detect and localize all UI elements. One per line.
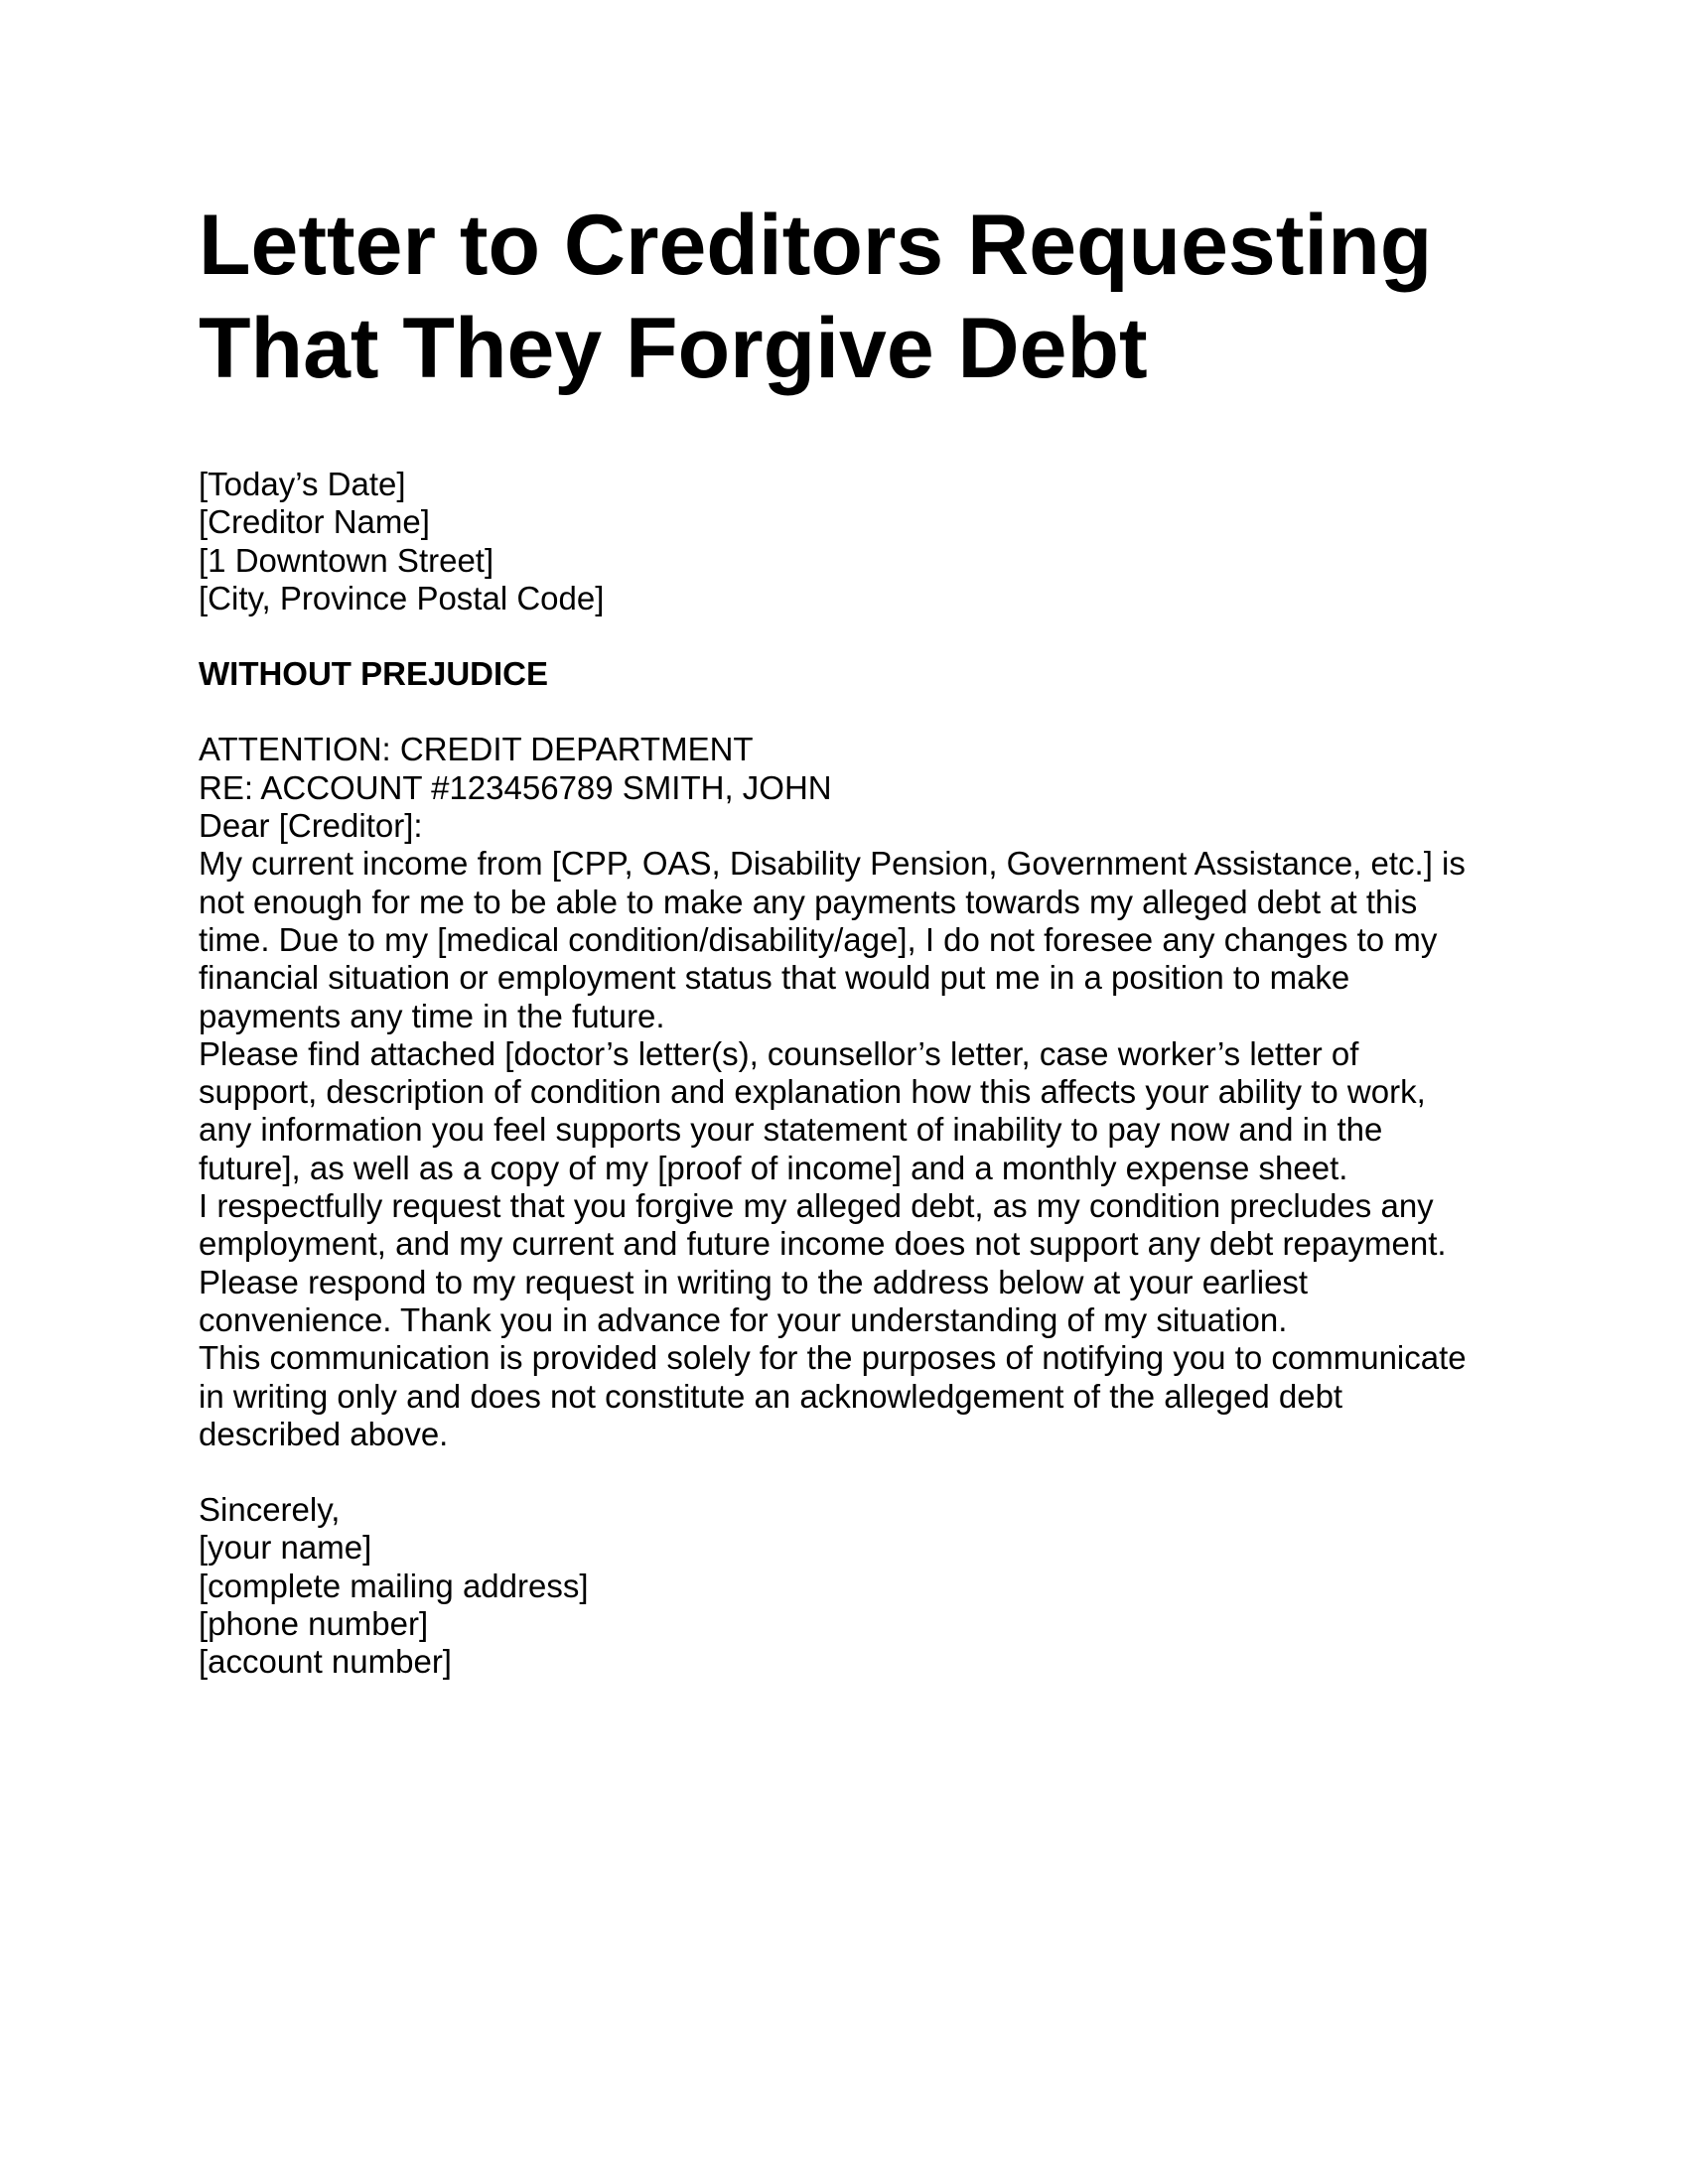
recipient-address bbox=[199, 466, 1509, 617]
body-line: in writing only and does not constitute an acknowledgement of the alleged debt bbox=[199, 1377, 1343, 1415]
signoff-line: Sincerely, bbox=[199, 1491, 341, 1529]
address-line: [1 Downtown Street] bbox=[199, 541, 494, 579]
signoff-line: [complete mailing address] bbox=[199, 1567, 589, 1604]
body-line: Please find attached [doctor’s letter(s), counsellor’s letter, case worker’s letter of bbox=[199, 1034, 1359, 1072]
body-line: ATTENTION: CREDIT DEPARTMENT bbox=[199, 731, 754, 768]
body-line: My current income from [CPP, OAS, Disability Pension, Government Assistance, etc.] is bbox=[199, 845, 1466, 883]
body-line: Please respond to my request in writing to the address below at your earliest bbox=[199, 1263, 1309, 1300]
body-line: convenience. Thank you in advance for your understanding of my situation. bbox=[199, 1300, 1288, 1338]
document-title bbox=[199, 194, 1509, 400]
body-line: financial situation or employment status that would put me in a position to make bbox=[199, 959, 1350, 997]
body-line: described above. bbox=[199, 1415, 449, 1452]
body-line: any information you feel supports your statement of inability to pay now and in the bbox=[199, 1111, 1383, 1149]
without-prejudice-heading: WITHOUT PREJUDICE bbox=[199, 655, 549, 693]
body-line: support, description of condition and explanation how this affects your ability to work, bbox=[199, 1073, 1426, 1111]
signoff-line: [your name] bbox=[199, 1529, 372, 1567]
title-line: That They Forgive Debt bbox=[199, 301, 1148, 396]
body-line: future], as well as a copy of my [proof of income] and a monthly expense sheet. bbox=[199, 1149, 1348, 1186]
body-line: employment, and my current and future income does not support any debt repayment. bbox=[199, 1225, 1447, 1263]
title-line: Letter to Creditors Requesting bbox=[199, 198, 1433, 293]
address-line: [Today’s Date] bbox=[199, 466, 406, 502]
address-line: [City, Province Postal Code] bbox=[199, 579, 605, 616]
body-line: RE: ACCOUNT #123456789 SMITH, JOHN bbox=[199, 768, 832, 806]
signoff-line: [phone number] bbox=[199, 1605, 429, 1643]
address-line: [Creditor Name] bbox=[199, 503, 430, 541]
body-line: time. Due to my [medical condition/disability/age], I do not foresee any changes to my bbox=[199, 920, 1438, 958]
letter-page bbox=[199, 194, 1509, 1682]
letter-body bbox=[199, 731, 1509, 1453]
body-line: This communication is provided solely for the purposes of notifying you to communicate bbox=[199, 1339, 1467, 1377]
body-line: payments any time in the future. bbox=[199, 997, 665, 1034]
signature-block bbox=[199, 1491, 1509, 1681]
body-line: Dear [Creditor]: bbox=[199, 807, 423, 845]
signoff-line: [account number] bbox=[199, 1643, 452, 1681]
body-line: I respectfully request that you forgive my alleged debt, as my condition precludes any bbox=[199, 1187, 1434, 1225]
body-line: not enough for me to be able to make any payments towards my alleged debt at this bbox=[199, 883, 1418, 920]
